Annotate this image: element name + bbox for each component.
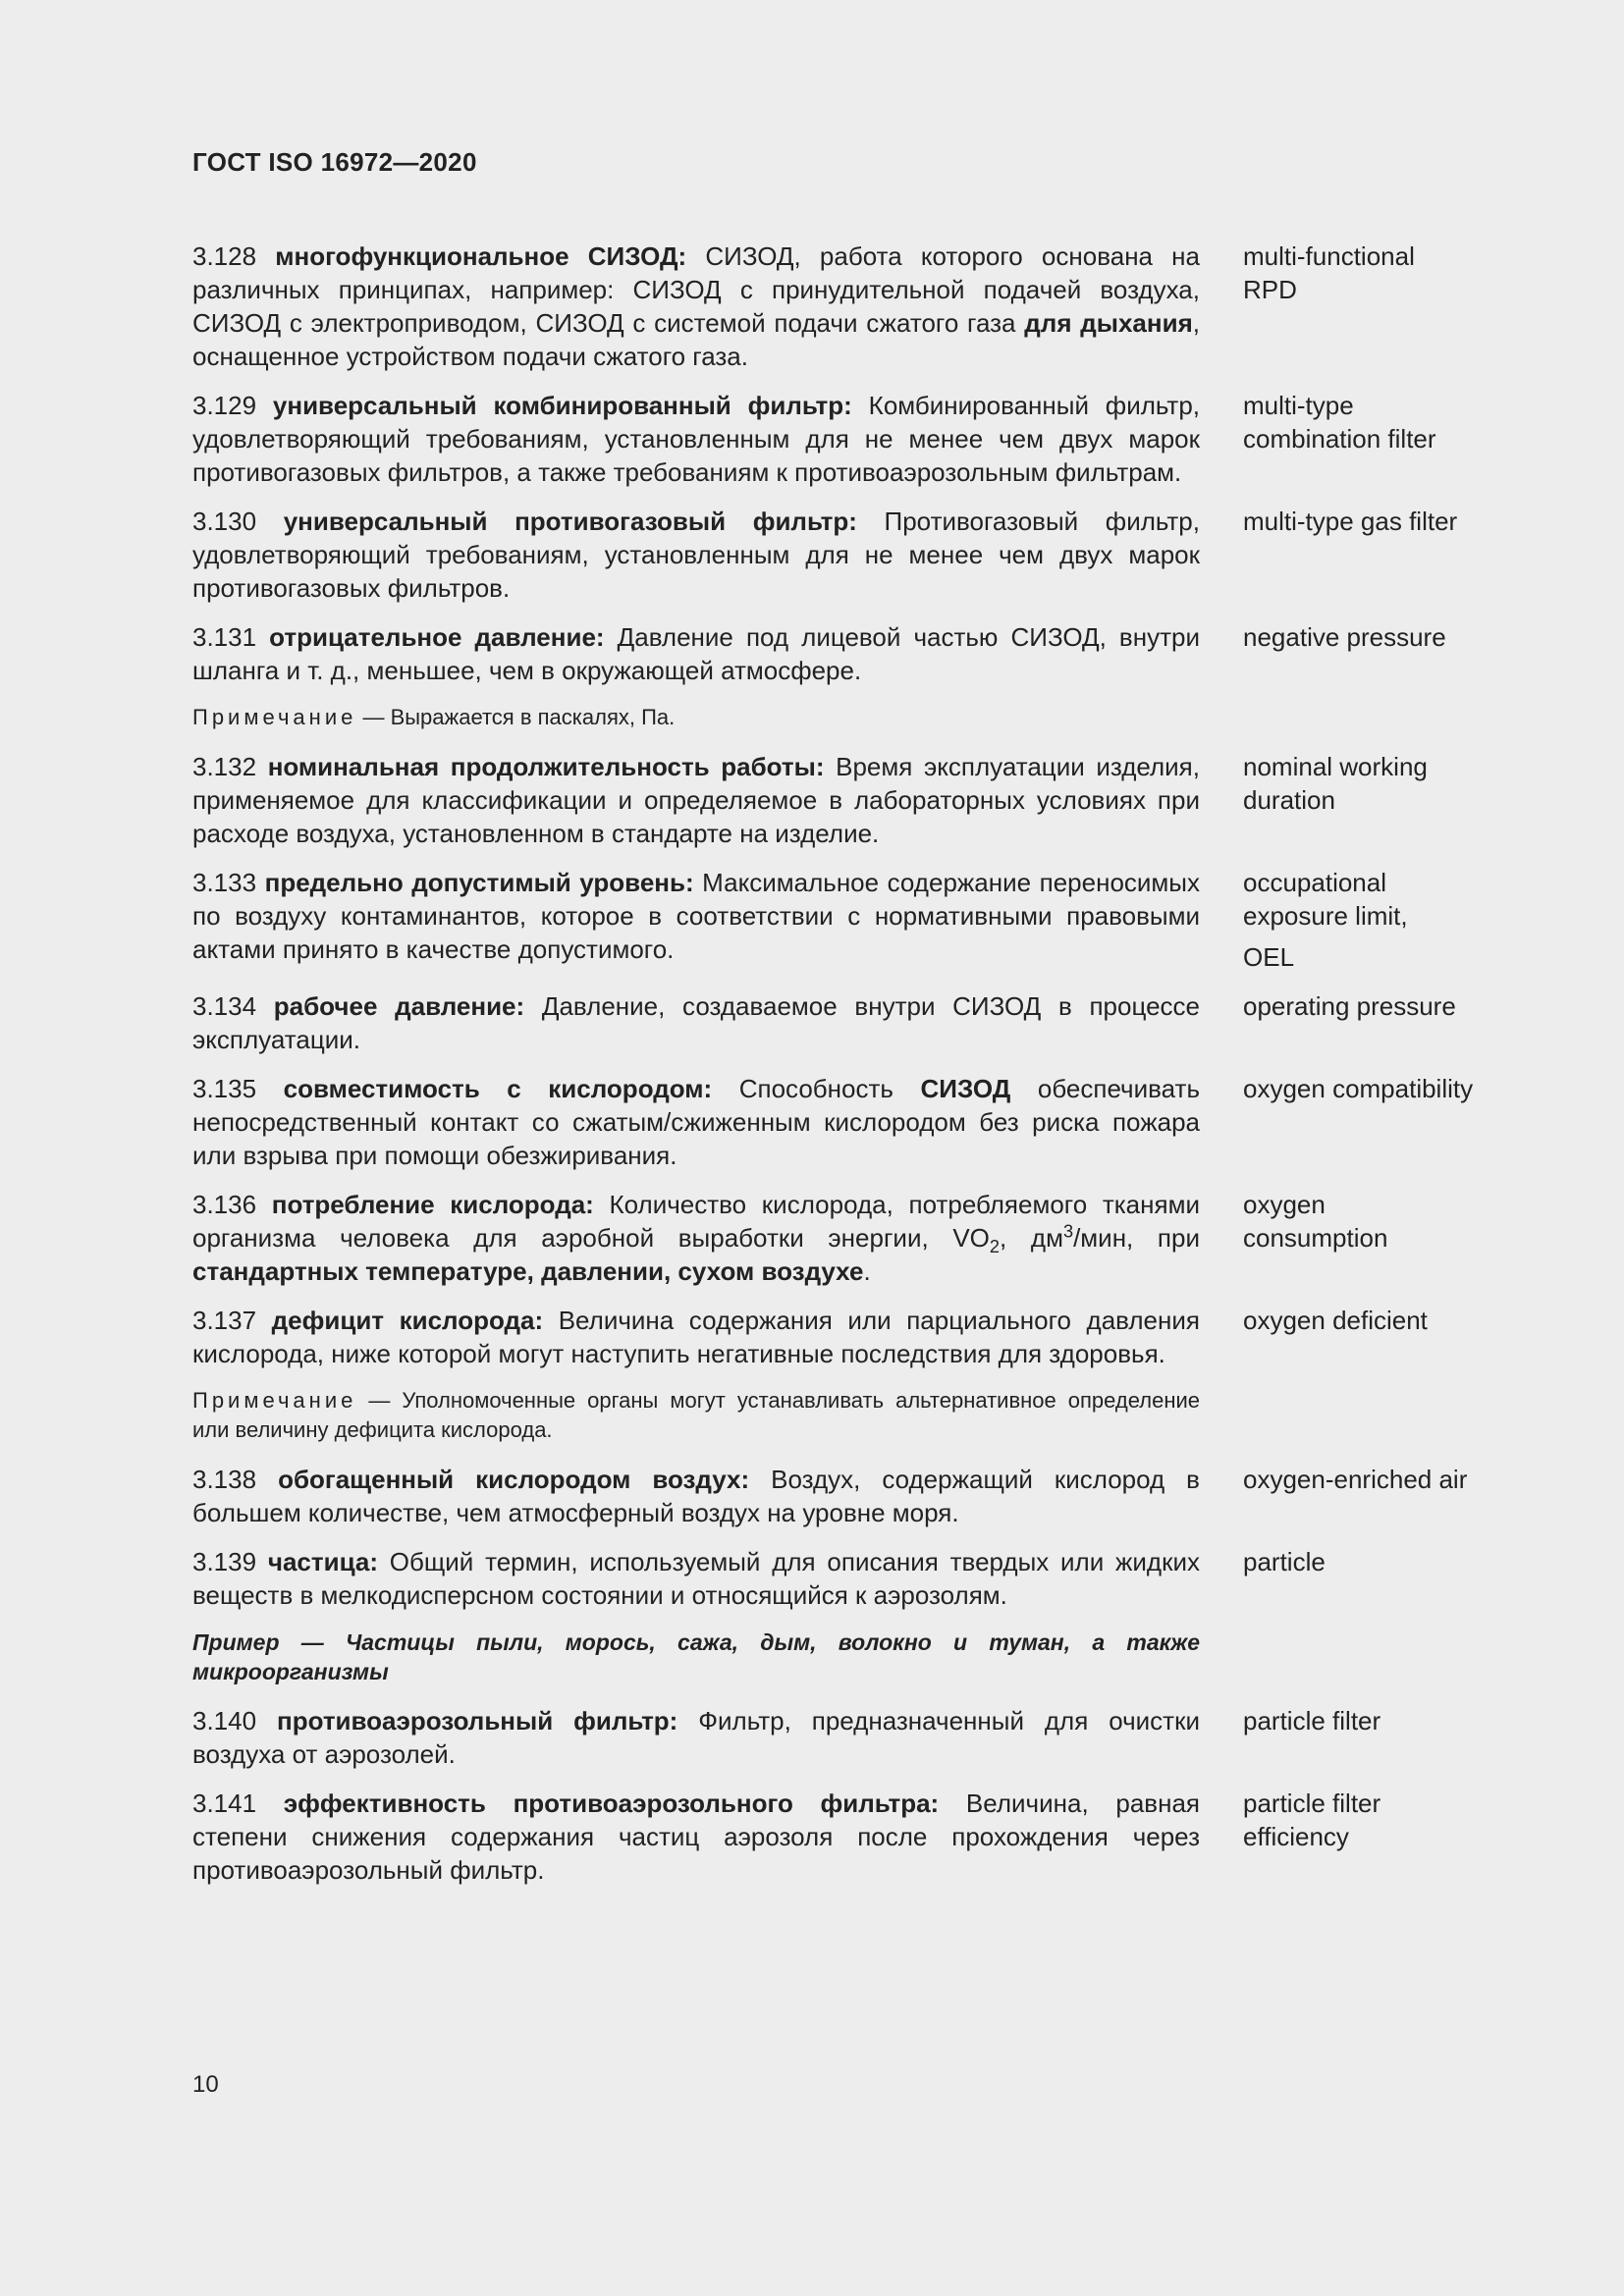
- english-term-line: particle filter: [1243, 1789, 1381, 1818]
- term-text: , дм: [1000, 1223, 1063, 1253]
- term-name: эффективность противоаэрозольного фильтра:: [283, 1789, 940, 1818]
- note-text: — Уполномоченные органы могут устанавливать альтернативное определение или величину дефицита кислорода.: [192, 1388, 1200, 1442]
- term-text: Величина, равная степени снижения содержания частиц аэрозоля после прохождения через противоаэрозольный фильтр.: [192, 1789, 1200, 1885]
- english-term: [1243, 1304, 1508, 1337]
- term-number: 3.135: [192, 1074, 257, 1103]
- english-term-line: combination filter: [1243, 424, 1436, 454]
- english-term-line: multi-type: [1243, 391, 1354, 420]
- term-text: Максимальное содержание переносимых по воздуху контаминантов, которое в соответствии с нормативными правовыми актами принято в качестве допустимого.: [192, 868, 1200, 964]
- english-term: [1243, 505, 1508, 538]
- term-text: обеспечивать непосредственный контакт со сжатым/сжиженным кислородом без риска пожара или взрыва при помощи обезжиривания.: [192, 1074, 1200, 1170]
- term-text: Воздух, содержащий кислород в большем количестве, чем атмосферный воздух на уровне моря.: [192, 1465, 1200, 1527]
- term-definition: [192, 989, 1200, 1056]
- english-term: [1243, 866, 1508, 974]
- term-number: 3.139: [192, 1547, 257, 1576]
- term-text: Фильтр, предназначенный для очистки воздуха от аэрозолей.: [192, 1706, 1200, 1769]
- term-entry-3-139: [192, 1545, 1508, 1612]
- english-term-line: nominal working: [1243, 752, 1428, 781]
- term-name: противоаэрозольный фильтр:: [277, 1706, 678, 1735]
- term-text-bold: СИЗОД: [920, 1074, 1011, 1103]
- term-definition: [192, 1188, 1200, 1288]
- english-term: [1243, 989, 1508, 1023]
- term-text: /мин, при: [1073, 1223, 1200, 1253]
- english-term-line: OEL: [1243, 942, 1295, 972]
- term-name: частица:: [267, 1547, 378, 1576]
- english-term: [1243, 1545, 1508, 1578]
- term-text: Давление под лицевой частью СИЗОД, внутри шланга и т. д., меньшее, чем в окружающей атмосфере.: [192, 622, 1200, 685]
- term-entry-3-130: [192, 505, 1508, 605]
- english-term-line: RPD: [1243, 275, 1297, 304]
- term-definition: [192, 240, 1200, 373]
- english-term-line: consumption: [1243, 1223, 1388, 1253]
- term-entry-3-141: [192, 1787, 1508, 1887]
- term-definition: [192, 1787, 1200, 1887]
- term-number: 3.136: [192, 1190, 257, 1219]
- term-text: СИЗОД, работа которого основана на различных принципах, например: СИЗОД с принудительной подачей воздуха, СИЗОД с электроприводом, СИЗОД с системой подачи сжатого газа: [192, 241, 1200, 338]
- term-definition: [192, 1463, 1200, 1529]
- english-term-line: oxygen-enriched air: [1243, 1465, 1468, 1494]
- term-name: номинальная продолжительность работы:: [267, 752, 825, 781]
- term-text: Противогазовый фильтр, удовлетворяющий требованиям, установленным для не менее чем двух марок противогазовых фильтров.: [192, 507, 1200, 603]
- term-number: 3.130: [192, 507, 257, 536]
- term-text: Количество кислорода, потребляемого тканями организма человека для аэробной выработки энергии, VO: [192, 1190, 1200, 1253]
- term-number: 3.131: [192, 622, 257, 652]
- english-term-line: duration: [1243, 785, 1335, 815]
- term-name: универсальный противогазовый фильтр:: [283, 507, 857, 536]
- english-term-line: occupational: [1243, 868, 1386, 897]
- term-entry-3-131: [192, 620, 1508, 687]
- term-number: 3.137: [192, 1306, 257, 1335]
- term-text: Способность: [712, 1074, 921, 1103]
- english-term-line: oxygen: [1243, 1190, 1326, 1219]
- term-number: 3.141: [192, 1789, 257, 1818]
- term-entry-3-136: [192, 1188, 1508, 1288]
- note-label: Примечание: [192, 705, 357, 729]
- terms-list: [192, 240, 1508, 1902]
- term-number: 3.134: [192, 991, 257, 1021]
- term-text: Общий термин, используемый для описания твердых или жидких веществ в мелкодисперсном состоянии и относящийся к аэрозолям.: [192, 1547, 1200, 1610]
- term-name: универсальный комбинированный фильтр:: [272, 391, 852, 420]
- english-term: [1243, 1704, 1508, 1737]
- superscript: 3: [1062, 1221, 1074, 1242]
- english-term-line: particle: [1243, 1547, 1326, 1576]
- term-name: обогащенный кислородом воздух:: [278, 1465, 750, 1494]
- term-number: 3.133: [192, 868, 257, 897]
- example-3-139: Пример — Частицы пыли, морось, сажа, дым, волокно и туман, а также микроорганизмы: [192, 1629, 1200, 1684]
- term-entry-3-140: [192, 1704, 1508, 1771]
- term-definition: [192, 1704, 1200, 1771]
- note-3-131: [192, 703, 1200, 732]
- subscript: 2: [989, 1237, 1001, 1257]
- term-entry-3-138: [192, 1463, 1508, 1529]
- term-text-bold: для дыхания: [1024, 308, 1193, 338]
- term-definition: [192, 1072, 1200, 1172]
- term-number: 3.129: [192, 391, 257, 420]
- english-term-line: efficiency: [1243, 1822, 1349, 1851]
- page-number: 10: [192, 2071, 219, 2098]
- term-definition: [192, 750, 1200, 850]
- english-term-line: particle filter: [1243, 1706, 1381, 1735]
- english-term-line: oxygen deficient: [1243, 1306, 1428, 1335]
- english-term: [1243, 750, 1508, 817]
- term-definition: [192, 1304, 1200, 1370]
- term-name: потребление кислорода:: [271, 1190, 594, 1219]
- term-entry-3-133: [192, 866, 1508, 974]
- term-name: совместимость с кислородом:: [283, 1074, 713, 1103]
- term-definition: [192, 866, 1200, 966]
- english-term: [1243, 1072, 1508, 1105]
- english-term-line: negative pressure: [1243, 622, 1446, 652]
- term-text: , оснащенное устройством подачи сжатого газа.: [192, 308, 1200, 371]
- term-entry-3-132: [192, 750, 1508, 850]
- english-term-line: exposure limit,: [1243, 901, 1408, 931]
- term-entry-3-134: [192, 989, 1508, 1056]
- note-3-137: [192, 1386, 1200, 1445]
- note-label: Примечание: [192, 1388, 357, 1413]
- english-term-line: multi-type gas filter: [1243, 507, 1458, 536]
- term-number: 3.140: [192, 1706, 257, 1735]
- term-text: Давление, создаваемое внутри СИЗОД в процессе эксплуатации.: [192, 991, 1201, 1054]
- english-term: [1243, 240, 1508, 306]
- term-definition: [192, 505, 1200, 605]
- term-number: 3.132: [192, 752, 257, 781]
- term-name: отрицательное давление:: [269, 622, 605, 652]
- term-entry-3-129: [192, 389, 1508, 489]
- term-text: Комбинированный фильтр, удовлетворяющий требованиям, установленным для не менее чем двух марок противогазовых фильтров, а также требованиям к противоаэрозольным фильтрам.: [192, 391, 1201, 487]
- term-text: Время эксплуатации изделия, применяемое для классификации и определяемое в лабораторных условиях при расходе воздуха, установленном в стандарте на изделие.: [192, 752, 1200, 848]
- term-text: Величина содержания или парциального давления кислорода, ниже которой могут наступить негативные последствия для здоровья.: [192, 1306, 1200, 1368]
- term-name: дефицит кислорода:: [271, 1306, 544, 1335]
- term-name: предельно допустимый уровень:: [264, 868, 694, 897]
- english-term: [1243, 1787, 1508, 1853]
- term-number: 3.138: [192, 1465, 257, 1494]
- english-term-line: multi-functional: [1243, 241, 1415, 271]
- note-text: — Выражается в паскалях, Па.: [356, 705, 676, 729]
- term-definition: [192, 620, 1200, 687]
- term-entry-3-128: [192, 240, 1508, 373]
- english-term: [1243, 1463, 1508, 1496]
- english-term: [1243, 389, 1508, 455]
- english-term: [1243, 1188, 1508, 1255]
- term-text: .: [863, 1256, 871, 1286]
- term-name: многофункциональное СИЗОД:: [275, 241, 687, 271]
- english-term-line: operating pressure: [1243, 991, 1456, 1021]
- term-definition: [192, 1545, 1200, 1612]
- term-text-bold: стандартных температуре, давлении, сухом воздухе: [192, 1256, 864, 1286]
- term-entry-3-137: [192, 1304, 1508, 1370]
- document-header: ГОСТ ISO 16972—2020: [192, 147, 477, 177]
- english-term-line: oxygen compatibility: [1243, 1074, 1474, 1103]
- term-definition: [192, 389, 1200, 489]
- term-entry-3-135: [192, 1072, 1508, 1172]
- term-number: 3.128: [192, 241, 257, 271]
- english-term: [1243, 620, 1508, 654]
- term-name: рабочее давление:: [273, 991, 525, 1021]
